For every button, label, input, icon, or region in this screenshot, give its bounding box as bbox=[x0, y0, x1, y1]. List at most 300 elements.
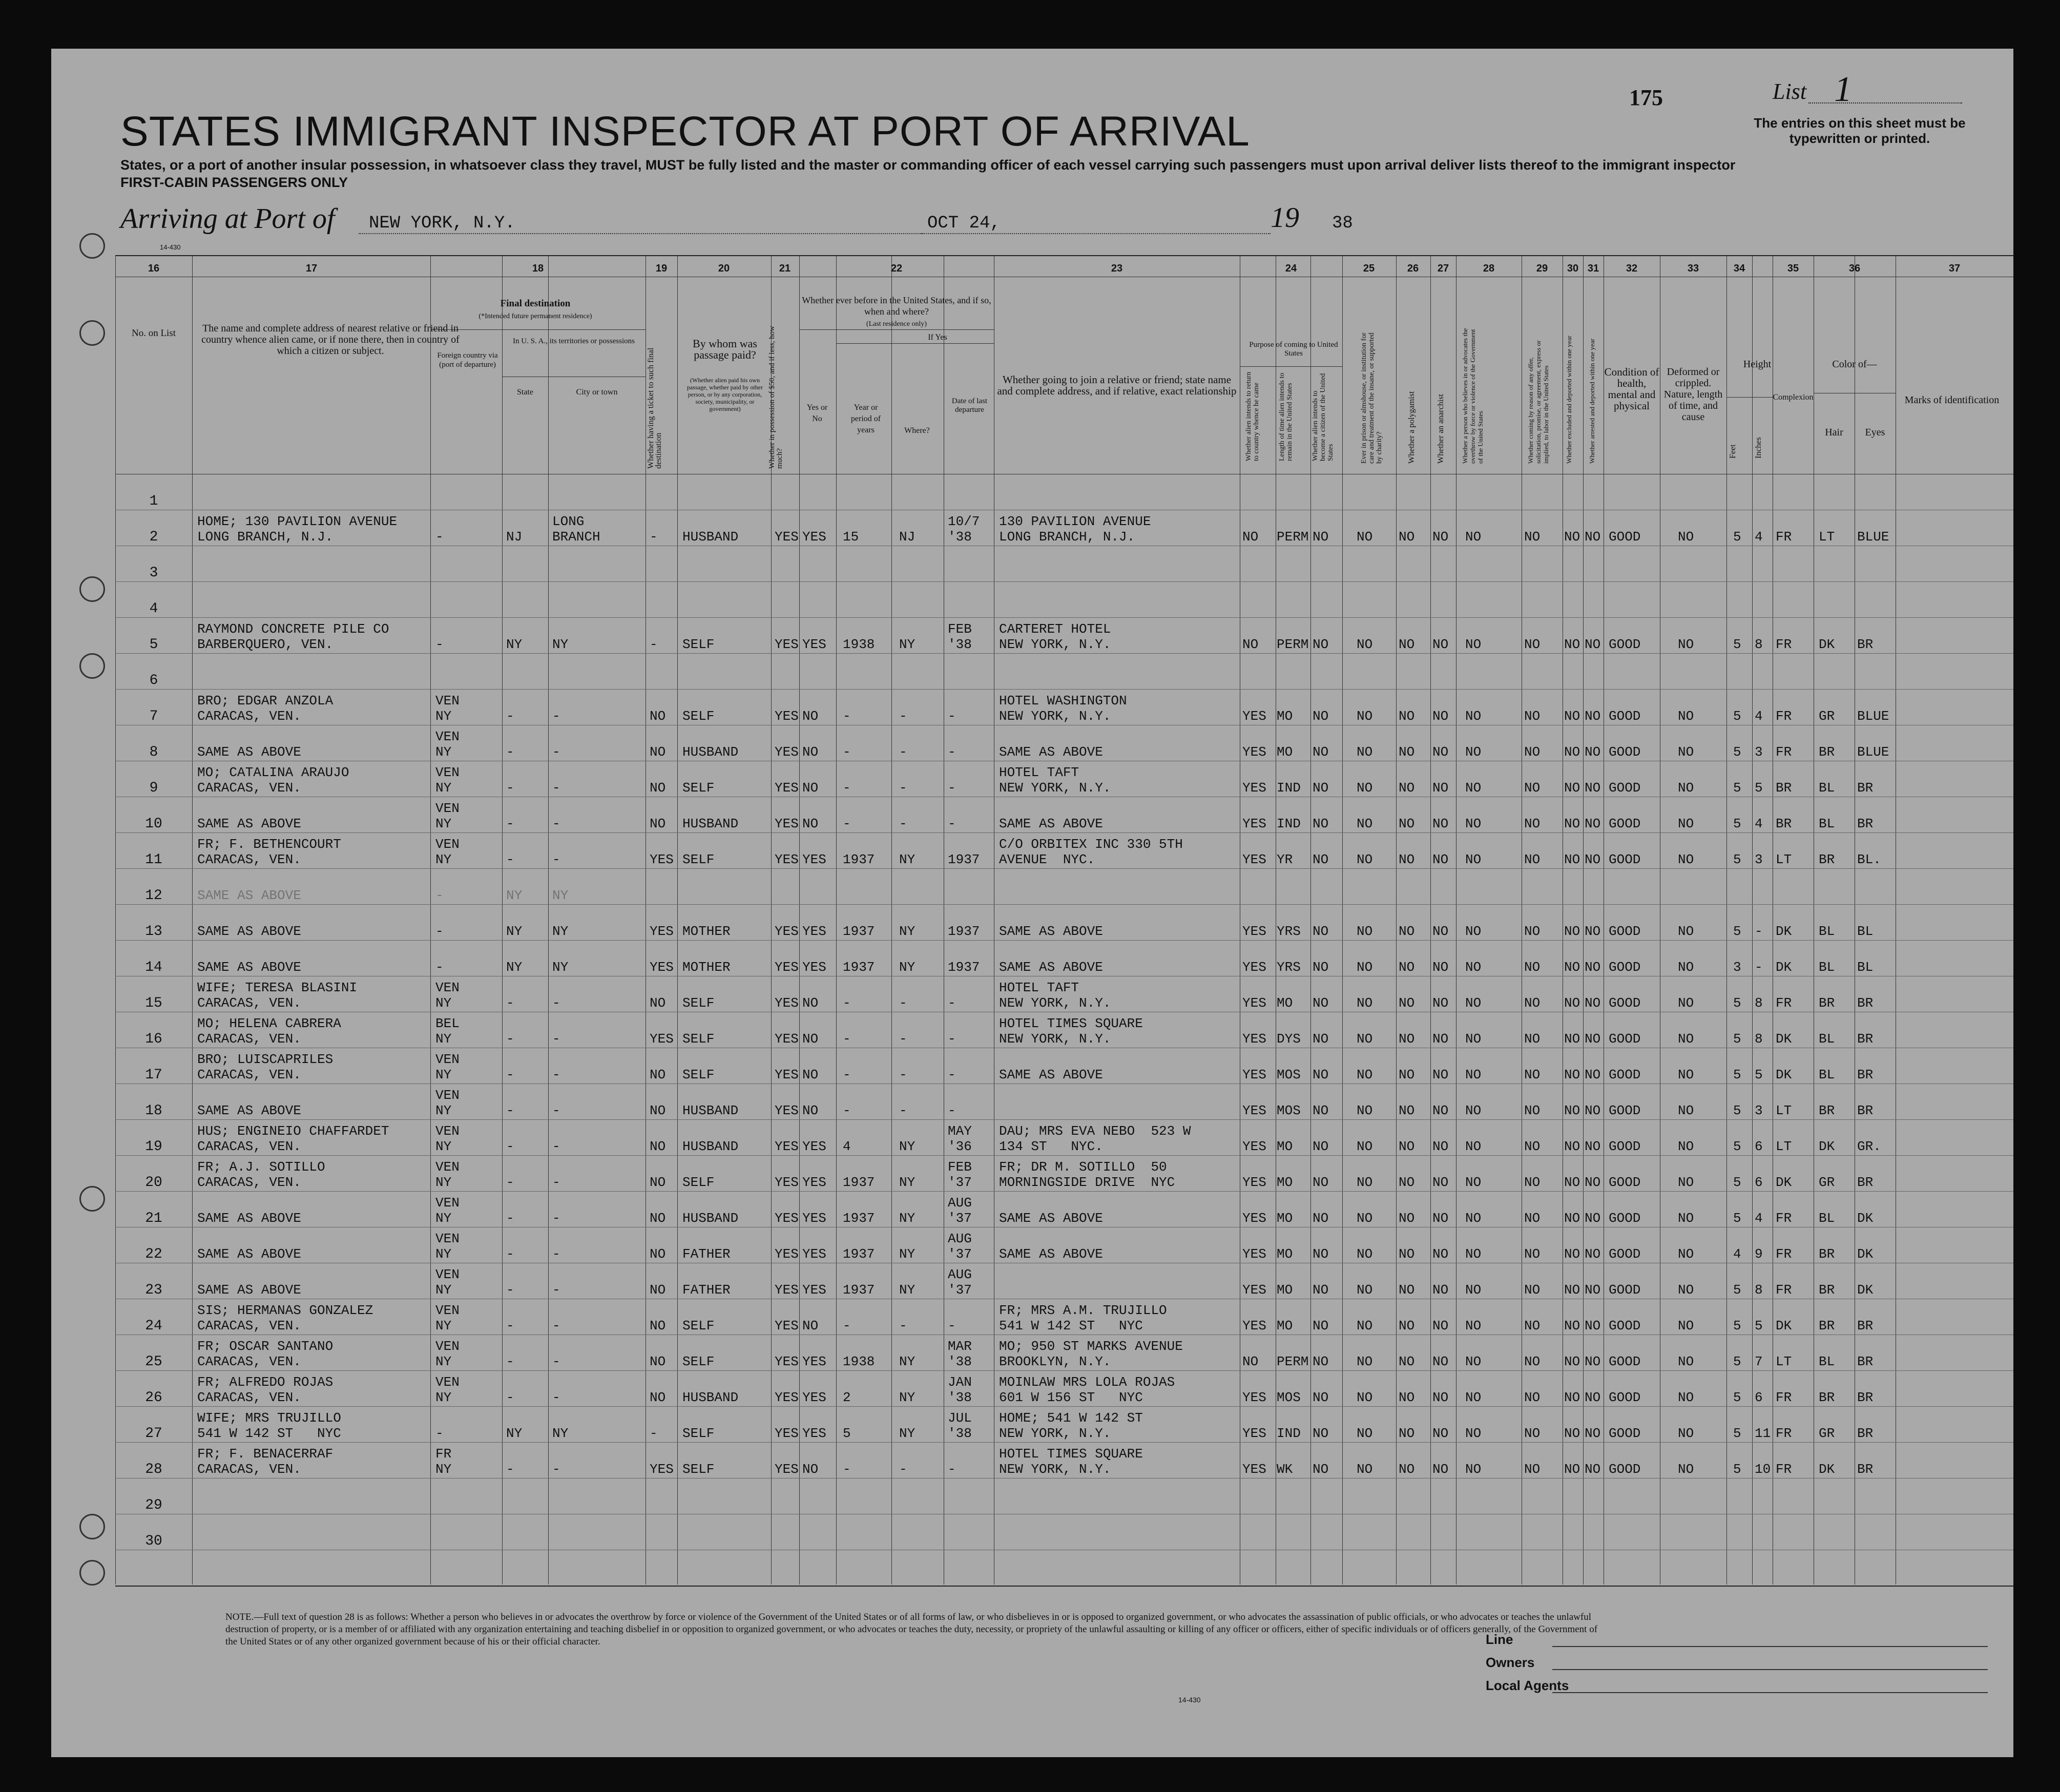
row-divider bbox=[115, 581, 2013, 582]
cell-health: GOOD bbox=[1609, 1318, 1641, 1333]
cell-foreign: BEL NY bbox=[435, 1016, 460, 1047]
row-number: 22 bbox=[145, 1246, 162, 1262]
cell-ft: 5 bbox=[1733, 1031, 1741, 1047]
cell-addr2: CARACAS, VEN. bbox=[197, 1031, 301, 1047]
cell-dep: FEB '38 bbox=[948, 621, 972, 652]
form-title: STATES IMMIGRANT INSPECTOR AT PORT OF ARRIVAL bbox=[120, 108, 1250, 155]
row-number: 20 bbox=[145, 1175, 162, 1191]
cell-cx: DK bbox=[1776, 960, 1792, 975]
cell-state: - bbox=[506, 852, 514, 867]
cell-health: GOOD bbox=[1609, 1103, 1641, 1118]
cell-c28: NO bbox=[1465, 924, 1482, 939]
cell-ft: 5 bbox=[1733, 1282, 1741, 1298]
cell-len: YR bbox=[1277, 852, 1293, 867]
cell-ret: NO bbox=[1242, 637, 1259, 652]
cell-foreign: VEN NY bbox=[435, 1195, 460, 1226]
cell-deform: NO bbox=[1678, 1031, 1694, 1047]
cell-c29: NO bbox=[1524, 744, 1541, 760]
line-field[interactable] bbox=[1552, 1646, 1988, 1647]
cell-hair: BR bbox=[1819, 1103, 1835, 1118]
footer-form-code: 14-430 bbox=[1178, 1696, 1201, 1704]
header-intends-citizen: Whether alien intends to become a citizen of the United States bbox=[1312, 373, 1335, 461]
cell-state: - bbox=[506, 744, 514, 760]
cell-cx: FR bbox=[1776, 529, 1792, 545]
cell-c26: NO bbox=[1399, 995, 1415, 1011]
cell-c31: NO bbox=[1585, 1426, 1601, 1441]
cell-c29: NO bbox=[1524, 780, 1541, 796]
cell-fifty: YES bbox=[775, 852, 799, 867]
cell-years: - bbox=[843, 1067, 851, 1082]
cell-c27: NO bbox=[1432, 1354, 1449, 1369]
cell-in: 7 bbox=[1755, 1354, 1763, 1369]
cell-in: 5 bbox=[1755, 1067, 1763, 1082]
row-divider bbox=[115, 689, 2013, 690]
cell-foreign: VEN NY bbox=[435, 1231, 460, 1262]
cell-before: YES bbox=[802, 1246, 826, 1262]
column-number: 18 bbox=[532, 263, 544, 274]
cell-health: GOOD bbox=[1609, 924, 1641, 939]
cell-addr1: BRO; LUISCAPRILES bbox=[197, 1052, 334, 1067]
cell-cx: LT bbox=[1776, 1103, 1792, 1118]
cell-addr1: MO; CATALINA ARAUJO bbox=[197, 765, 349, 780]
cell-cit: NO bbox=[1313, 995, 1329, 1011]
cell-in: 6 bbox=[1755, 1390, 1763, 1405]
cell-ft: 5 bbox=[1733, 637, 1741, 652]
cell-fifty: YES bbox=[775, 637, 799, 652]
cell-addr2: CARACAS, VEN. bbox=[197, 1139, 301, 1154]
row-number: 21 bbox=[145, 1211, 162, 1226]
cell-ret: YES bbox=[1242, 744, 1266, 760]
cell-cit: NO bbox=[1313, 924, 1329, 939]
cell-in: 3 bbox=[1755, 1103, 1763, 1118]
cell-fifty: YES bbox=[775, 1031, 799, 1047]
binder-hole bbox=[79, 1514, 105, 1539]
cell-fifty: YES bbox=[775, 1462, 799, 1477]
cell-dep: JAN '38 bbox=[948, 1374, 972, 1405]
cell-before: YES bbox=[802, 1354, 826, 1369]
cell-city: - bbox=[552, 1031, 560, 1047]
cell-c25: NO bbox=[1357, 995, 1373, 1011]
cell-addr2: SAME AS ABOVE bbox=[197, 1282, 301, 1298]
cell-c25: NO bbox=[1357, 960, 1373, 975]
cell-city: LONG BRANCH bbox=[552, 514, 600, 545]
cell-ticket: NO bbox=[650, 995, 666, 1011]
cell-eyes: BR bbox=[1857, 1175, 1874, 1190]
cell-where: NY bbox=[899, 637, 915, 652]
cell-c28: NO bbox=[1465, 1246, 1482, 1262]
cell-where: - bbox=[899, 744, 907, 760]
cell-c28: NO bbox=[1465, 1175, 1482, 1190]
cell-before: NO bbox=[802, 780, 819, 796]
cell-hair: BL bbox=[1819, 924, 1835, 939]
cell-hair: DK bbox=[1819, 1462, 1835, 1477]
cell-cit: NO bbox=[1313, 1211, 1329, 1226]
cell-eyes: BLUE bbox=[1857, 529, 1889, 545]
cell-c26: NO bbox=[1399, 1211, 1415, 1226]
cell-len: DYS bbox=[1277, 1031, 1301, 1047]
header-anarchist: Whether an anarchist bbox=[1437, 394, 1445, 464]
cell-health: GOOD bbox=[1609, 1211, 1641, 1226]
cell-c31: NO bbox=[1585, 1103, 1601, 1118]
cell-c30: NO bbox=[1564, 1318, 1580, 1333]
cell-c29: NO bbox=[1524, 816, 1541, 831]
cell-city: NY bbox=[552, 888, 569, 903]
cell-addr1: HUS; ENGINEIO CHAFFARDET bbox=[197, 1123, 389, 1139]
cell-c31: NO bbox=[1585, 1462, 1601, 1477]
cell-where: NY bbox=[899, 1139, 915, 1154]
cell-state: NY bbox=[506, 637, 523, 652]
cell-cx: BR bbox=[1776, 816, 1792, 831]
cell-paid: SELF bbox=[682, 1067, 715, 1082]
cell-c28: NO bbox=[1465, 780, 1482, 796]
cell-paid: SELF bbox=[682, 637, 715, 652]
header-passage-paid: By whom was passage paid? bbox=[693, 337, 757, 361]
owners-field[interactable] bbox=[1552, 1669, 1988, 1670]
cell-c31: NO bbox=[1585, 1175, 1601, 1190]
cell-where: - bbox=[899, 780, 907, 796]
cell-addr1: RAYMOND CONCRETE PILE CO bbox=[197, 621, 389, 637]
cell-addr2: 541 W 142 ST NYC bbox=[197, 1426, 341, 1441]
cell-hair: LT bbox=[1819, 529, 1835, 545]
cell-c29: NO bbox=[1524, 1390, 1541, 1405]
cell-health: GOOD bbox=[1609, 1354, 1641, 1369]
cell-c30: NO bbox=[1564, 709, 1580, 724]
cell-dep: - bbox=[948, 744, 956, 760]
cell-cx: DK bbox=[1776, 1318, 1792, 1333]
cell-addr2: SAME AS ABOVE bbox=[197, 1103, 301, 1118]
typewritten-note: The entries on this sheet must be typewritten or printed. bbox=[1754, 115, 1966, 146]
cell-city: NY bbox=[552, 1426, 569, 1441]
cell-c26: NO bbox=[1399, 1067, 1415, 1082]
cell-fifty: YES bbox=[775, 780, 799, 796]
cell-ticket: NO bbox=[650, 744, 666, 760]
cell-where: NY bbox=[899, 1390, 915, 1405]
header-passage-paid-sub: (Whether alien paid his own passage, whether paid by other person, or by any corporation, society, municipality, or government) bbox=[686, 377, 763, 412]
cell-health: GOOD bbox=[1609, 1067, 1641, 1082]
form-class: FIRST-CABIN PASSENGERS ONLY bbox=[120, 175, 348, 190]
cell-cit: NO bbox=[1313, 637, 1329, 652]
subheader-divider bbox=[1240, 366, 1342, 367]
cell-c26: NO bbox=[1399, 744, 1415, 760]
cell-c25: NO bbox=[1357, 529, 1373, 545]
cell-c29: NO bbox=[1524, 1067, 1541, 1082]
cell-c31: NO bbox=[1585, 924, 1601, 939]
cell-cit: NO bbox=[1313, 1426, 1329, 1441]
cell-deform: NO bbox=[1678, 816, 1694, 831]
cell-in: 4 bbox=[1755, 816, 1763, 831]
cell-eyes: BLUE bbox=[1857, 744, 1889, 760]
cell-ft: 5 bbox=[1733, 529, 1741, 545]
column-number: 16 bbox=[148, 263, 160, 274]
cell-join: MO; 950 ST MARKS AVENUE BROOKLYN, N.Y. bbox=[999, 1339, 1183, 1369]
cell-paid: HUSBAND bbox=[682, 529, 739, 545]
row-number: 7 bbox=[149, 709, 158, 724]
cell-len: PERM bbox=[1277, 637, 1309, 652]
cell-deform: NO bbox=[1678, 1354, 1694, 1369]
cell-len: YRS bbox=[1277, 924, 1301, 939]
cell-join: HOME; 541 W 142 ST NEW YORK, N.Y. bbox=[999, 1410, 1143, 1441]
cell-ticket: NO bbox=[650, 709, 666, 724]
cell-foreign: VEN NY bbox=[435, 1374, 460, 1405]
row-number: 3 bbox=[149, 565, 158, 581]
cell-c30: NO bbox=[1564, 529, 1580, 545]
cell-in: 5 bbox=[1755, 1318, 1763, 1333]
cell-c25: NO bbox=[1357, 744, 1373, 760]
cell-c29: NO bbox=[1524, 1175, 1541, 1190]
cell-years: 1937 bbox=[843, 924, 875, 939]
cell-join: SAME AS ABOVE bbox=[999, 1246, 1103, 1262]
column-number: 17 bbox=[305, 263, 318, 274]
cell-c28: NO bbox=[1465, 1462, 1482, 1477]
cell-c27: NO bbox=[1432, 1282, 1449, 1298]
header-excluded: Whether excluded and deported within one year bbox=[1565, 336, 1573, 464]
cell-eyes: BR bbox=[1857, 1390, 1874, 1405]
cell-ft: 5 bbox=[1733, 1354, 1741, 1369]
row-divider bbox=[115, 1083, 2013, 1084]
header-ticket: Whether having a ticket to such final destination bbox=[647, 347, 663, 469]
cell-eyes: BR bbox=[1857, 1318, 1874, 1333]
cell-city: - bbox=[552, 780, 560, 796]
cell-c31: NO bbox=[1585, 816, 1601, 831]
cell-fifty: YES bbox=[775, 816, 799, 831]
cell-foreign: - bbox=[435, 960, 444, 975]
cell-join: FR; MRS A.M. TRUJILLO 541 W 142 ST NYC bbox=[999, 1303, 1167, 1333]
cell-ticket: - bbox=[650, 529, 658, 545]
cell-in: 4 bbox=[1755, 529, 1763, 545]
cell-c28: NO bbox=[1465, 852, 1482, 867]
cell-paid: SELF bbox=[682, 1354, 715, 1369]
cell-c30: NO bbox=[1564, 780, 1580, 796]
cell-paid: FATHER bbox=[682, 1282, 731, 1298]
cell-eyes: BR bbox=[1857, 1354, 1874, 1369]
cell-in: 11 bbox=[1755, 1426, 1771, 1441]
cell-c28: NO bbox=[1465, 995, 1482, 1011]
cell-where: NY bbox=[899, 1246, 915, 1262]
cell-state: - bbox=[506, 1390, 514, 1405]
cell-c26: NO bbox=[1399, 924, 1415, 939]
cell-addr1: FR; ALFREDO ROJAS bbox=[197, 1374, 334, 1390]
cell-paid: SELF bbox=[682, 1318, 715, 1333]
cell-ret: YES bbox=[1242, 1175, 1266, 1190]
cell-ticket: NO bbox=[650, 1318, 666, 1333]
cell-fifty: YES bbox=[775, 1211, 799, 1226]
cell-ft: 5 bbox=[1733, 1211, 1741, 1226]
cell-fifty: YES bbox=[775, 1139, 799, 1154]
header-final-destination-sub: (*Intended future permanent residence) bbox=[478, 312, 592, 320]
cell-state: - bbox=[506, 780, 514, 796]
cell-cx: FR bbox=[1776, 1246, 1792, 1262]
cell-foreign: VEN NY bbox=[435, 801, 460, 831]
cell-ret: YES bbox=[1242, 816, 1266, 831]
cell-addr1: FR; A.J. SOTILLO bbox=[197, 1159, 325, 1175]
cell-dep: 10/7 '38 bbox=[948, 514, 980, 545]
cell-addr2: LONG BRANCH, N.J. bbox=[197, 529, 334, 545]
cell-in: 5 bbox=[1755, 780, 1763, 796]
cell-city: - bbox=[552, 1462, 560, 1477]
cell-before: YES bbox=[802, 1175, 826, 1190]
cell-in: 8 bbox=[1755, 637, 1763, 652]
row-divider bbox=[115, 1370, 2013, 1371]
cell-health: GOOD bbox=[1609, 709, 1641, 724]
cell-len: YRS bbox=[1277, 960, 1301, 975]
cell-addr1: WIFE; TERESA BLASINI bbox=[197, 980, 358, 995]
row-divider bbox=[115, 832, 2013, 833]
cell-eyes: BR bbox=[1857, 1103, 1874, 1118]
cell-eyes: BL bbox=[1857, 960, 1874, 975]
cell-years: 1938 bbox=[843, 1354, 875, 1369]
cell-cx: FR bbox=[1776, 995, 1792, 1011]
cell-dep: AUG '37 bbox=[948, 1267, 972, 1298]
cell-foreign: VEN NY bbox=[435, 980, 460, 1011]
cell-c30: NO bbox=[1564, 1282, 1580, 1298]
cell-c29: NO bbox=[1524, 924, 1541, 939]
cell-c29: NO bbox=[1524, 1246, 1541, 1262]
cell-c26: NO bbox=[1399, 1175, 1415, 1190]
header-feet: Feet bbox=[1729, 444, 1737, 459]
cell-where: NY bbox=[899, 1282, 915, 1298]
cell-ticket: YES bbox=[650, 1031, 674, 1047]
cell-c27: NO bbox=[1432, 1031, 1449, 1047]
cell-before: YES bbox=[802, 1282, 826, 1298]
cell-c31: NO bbox=[1585, 1354, 1601, 1369]
cell-paid: SELF bbox=[682, 852, 715, 867]
cell-len: MO bbox=[1277, 1246, 1293, 1262]
cell-ticket: YES bbox=[650, 960, 674, 975]
cell-ft: 5 bbox=[1733, 1067, 1741, 1082]
cell-c28: NO bbox=[1465, 1067, 1482, 1082]
cell-fifty: YES bbox=[775, 995, 799, 1011]
cell-where: NY bbox=[899, 1175, 915, 1190]
cell-cit: NO bbox=[1313, 1390, 1329, 1405]
cell-years: 1937 bbox=[843, 1211, 875, 1226]
cell-cit: NO bbox=[1313, 1067, 1329, 1082]
cell-fifty: YES bbox=[775, 924, 799, 939]
cell-dep: MAY '36 bbox=[948, 1123, 972, 1154]
cell-state: NY bbox=[506, 1426, 523, 1441]
header-eyes: Eyes bbox=[1865, 427, 1885, 438]
cell-fifty: YES bbox=[775, 1246, 799, 1262]
cell-join: DAU; MRS EVA NEBO 523 W 134 ST NYC. bbox=[999, 1123, 1191, 1154]
cell-c27: NO bbox=[1432, 816, 1449, 831]
cell-c27: NO bbox=[1432, 1103, 1449, 1118]
cell-before: YES bbox=[802, 924, 826, 939]
cell-join: C/O ORBITEX INC 330 5TH AVENUE NYC. bbox=[999, 837, 1183, 867]
cell-cx: DK bbox=[1776, 1031, 1792, 1047]
arriving-label: Arriving at Port of bbox=[120, 203, 335, 235]
cell-in: - bbox=[1755, 924, 1763, 939]
cell-where: NY bbox=[899, 1354, 915, 1369]
column-number: 32 bbox=[1626, 263, 1638, 274]
cell-before: YES bbox=[802, 852, 826, 867]
cell-before: YES bbox=[802, 1139, 826, 1154]
cell-c31: NO bbox=[1585, 852, 1601, 867]
cell-health: GOOD bbox=[1609, 1462, 1641, 1477]
cell-paid: SELF bbox=[682, 1462, 715, 1477]
cell-deform: NO bbox=[1678, 1139, 1694, 1154]
form-code: 14-430 bbox=[160, 243, 181, 251]
header-polygamist: Whether a polygamist bbox=[1407, 391, 1416, 464]
binder-hole bbox=[79, 233, 105, 259]
cell-health: GOOD bbox=[1609, 529, 1641, 545]
row-number: 16 bbox=[145, 1031, 162, 1047]
cell-deform: NO bbox=[1678, 1211, 1694, 1226]
cell-c30: NO bbox=[1564, 1246, 1580, 1262]
column-number: 28 bbox=[1483, 263, 1495, 274]
cell-deform: NO bbox=[1678, 1318, 1694, 1333]
row-divider bbox=[115, 1155, 2013, 1156]
column-number: 19 bbox=[655, 263, 668, 274]
row-number: 6 bbox=[149, 673, 158, 689]
cell-where: NY bbox=[899, 1211, 915, 1226]
cell-state: NY bbox=[506, 960, 523, 975]
cell-cit: NO bbox=[1313, 1318, 1329, 1333]
cell-c30: NO bbox=[1564, 1462, 1580, 1477]
cell-cx: FR bbox=[1776, 637, 1792, 652]
line-label: Line bbox=[1486, 1632, 1513, 1647]
cell-before: NO bbox=[802, 995, 819, 1011]
cell-ret: YES bbox=[1242, 1318, 1266, 1333]
cell-where: NY bbox=[899, 1426, 915, 1441]
cell-where: - bbox=[899, 1031, 907, 1047]
cell-state: NY bbox=[506, 888, 523, 903]
header-last-departure: Date of last departure bbox=[951, 397, 988, 414]
cell-state: - bbox=[506, 1103, 514, 1118]
cell-cx: FR bbox=[1776, 1462, 1792, 1477]
cell-c25: NO bbox=[1357, 1426, 1373, 1441]
cell-join: 130 PAVILION AVENUE LONG BRANCH, N.J. bbox=[999, 514, 1151, 545]
cell-ticket: - bbox=[650, 1426, 658, 1441]
cell-addr2: CARACAS, VEN. bbox=[197, 1175, 301, 1190]
cell-c29: NO bbox=[1524, 1031, 1541, 1047]
column-number: 23 bbox=[1111, 263, 1123, 274]
cell-c31: NO bbox=[1585, 780, 1601, 796]
cell-ticket: NO bbox=[650, 1211, 666, 1226]
cell-c29: NO bbox=[1524, 1318, 1541, 1333]
cell-state: - bbox=[506, 1318, 514, 1333]
cell-dep: AUG '37 bbox=[948, 1195, 972, 1226]
cell-cx: FR bbox=[1776, 1426, 1792, 1441]
cell-addr2: CARACAS, VEN. bbox=[197, 852, 301, 867]
cell-before: YES bbox=[802, 637, 826, 652]
cell-c31: NO bbox=[1585, 1067, 1601, 1082]
cell-ticket: NO bbox=[650, 1103, 666, 1118]
cell-state: - bbox=[506, 1462, 514, 1477]
cell-len: MO bbox=[1277, 1211, 1293, 1226]
cell-join: HOTEL TIMES SQUARE NEW YORK, N.Y. bbox=[999, 1446, 1143, 1477]
cell-in: 8 bbox=[1755, 995, 1763, 1011]
column-number: 36 bbox=[1848, 263, 1861, 274]
row-number: 13 bbox=[145, 924, 162, 940]
cell-health: GOOD bbox=[1609, 1031, 1641, 1047]
cell-c25: NO bbox=[1357, 1211, 1373, 1226]
cell-addr2: SAME AS ABOVE bbox=[197, 888, 301, 903]
cell-before: YES bbox=[802, 529, 826, 545]
cell-paid: SELF bbox=[682, 995, 715, 1011]
owners-label: Owners bbox=[1486, 1655, 1535, 1670]
cell-dep: - bbox=[948, 780, 956, 796]
cell-cx: LT bbox=[1776, 1139, 1792, 1154]
cell-addr1: FR; F. BENACERRAF bbox=[197, 1446, 334, 1462]
header-state: State bbox=[517, 388, 533, 397]
cell-cit: NO bbox=[1313, 529, 1329, 545]
cell-years: 15 bbox=[843, 529, 859, 545]
cell-foreign: FR NY bbox=[435, 1446, 452, 1477]
cell-in: 6 bbox=[1755, 1139, 1763, 1154]
header-length-stay: Length of time alien intends to remain in the United States bbox=[1278, 372, 1294, 461]
local-agents-field[interactable] bbox=[1552, 1692, 1988, 1693]
cell-before: NO bbox=[802, 744, 819, 760]
column-number: 37 bbox=[1948, 263, 1961, 274]
